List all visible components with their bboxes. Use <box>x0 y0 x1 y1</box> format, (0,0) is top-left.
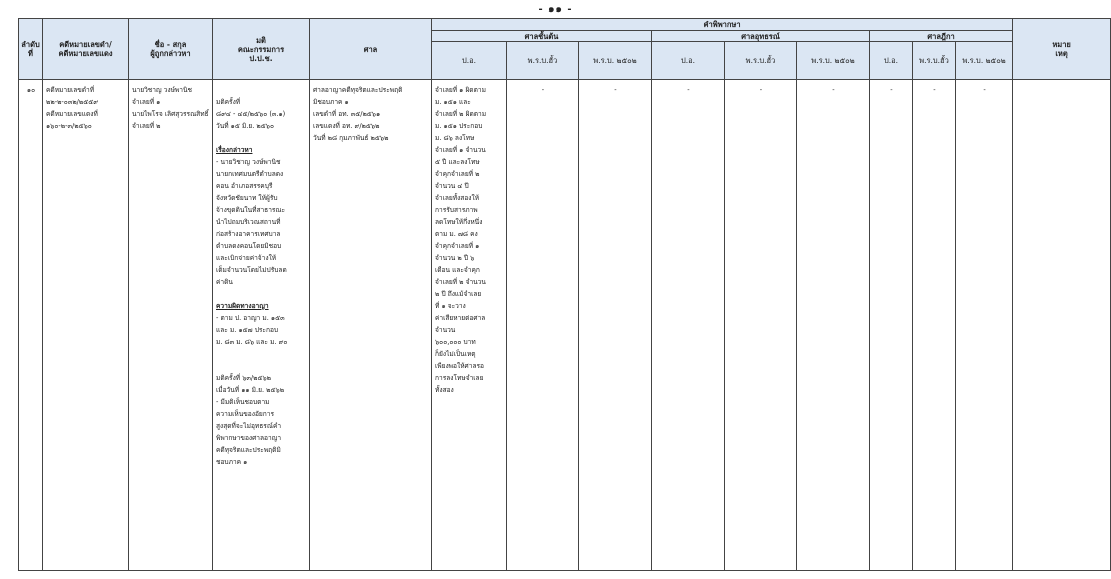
header-no: ลำดับ ที่ <box>19 19 43 80</box>
row-appeal-act: - <box>797 80 870 571</box>
allegation-heading: เรื่องกล่าวหา <box>216 146 253 154</box>
row-supreme-bid: - <box>913 80 956 571</box>
appeal-act-header: พ.ร.บ. ๒๕๐๒ <box>797 42 870 80</box>
header-case-numbers: คดีหมายเลขดำ/ คดีหมายเลขแดง <box>43 19 129 80</box>
table-row <box>19 80 1111 571</box>
row-supreme-pa: - <box>870 80 913 571</box>
row-names: นายวิชาญ วงษ์พานิช จำเลยที่ ๑ นายไพโรจ เลิศสุวรรณสิทธิ์ จำเลยที่ ๒ <box>129 80 213 571</box>
first-bid-header: พ.ร.บ.ฮั้ว <box>507 42 579 80</box>
row-first-bid: - <box>507 80 579 571</box>
header-court: ศาล <box>310 19 432 80</box>
first-pa-header: ป.อ. <box>432 42 507 80</box>
header-appeal: ศาลอุทธรณ์ <box>652 31 870 42</box>
judgment-table <box>18 18 1111 571</box>
supreme-pa-header: ป.อ. <box>870 42 913 80</box>
header-supreme: ศาลฎีกา <box>870 31 1013 42</box>
supreme-bid-header: พ.ร.บ.ฮั้ว <box>913 42 956 80</box>
resolution-intro: มติครั้งที่ ๘๙๔ - ๔๕/๒๕๖๐ (๓.๑) วันที่ ๑๕ มิ.ย. ๒๕๖๐ <box>216 98 286 130</box>
header-remark: หมาย เหตุ <box>1013 19 1111 80</box>
header-judgment: คำพิพากษา <box>432 19 1013 31</box>
first-act-header: พ.ร.บ. ๒๕๐๒ <box>579 42 652 80</box>
offense-heading: ความผิดทางอาญา <box>216 302 269 310</box>
row-appeal-pa: - <box>652 80 725 571</box>
row-case-numbers: คดีหมายเลขดำที่ ๒๒-๒-๐๓๒/๒๕๕๙ คดีหมายเลขแดงที่ ๑๖๐-๒-๓/๒๕๖๐ <box>43 80 129 571</box>
row-court: ศาลอาญาคดีทุจริตและประพฤติ มิชอบภาค ๑ เลขดำที่ อท. ๓๕/๒๕๖๑ เลขแดงที่ อท. ๙/๒๕๖๒ วันที่ ๒๘ กุมภาพันธ์ ๒๕๖๒ <box>310 80 432 571</box>
row-remark <box>1013 80 1111 571</box>
row-no: ๑๐ <box>19 80 43 571</box>
row-resolution <box>213 80 310 571</box>
header-first-instance: ศาลชั้นต้น <box>432 31 652 42</box>
row-appeal-bid: - <box>725 80 797 571</box>
offense-text: - ตาม ป. อาญา ม. ๑๕๓ และ ม. ๑๕๗ ประกอบ ม. ๘๓ ม. ๘๖ และ ม. ๙๐ <box>216 314 288 346</box>
supreme-act-header: พ.ร.บ. ๒๕๐๒ <box>956 42 1013 80</box>
row-first-pa: จำเลยที่ ๑ ผิดตาม ม. ๑๕๑ และ จำเลยที่ ๒ ผิดตาม ม. ๑๕๑ ประกอบ ม. ๘๖ ลงโทษ จำเลยที่ ๑ จำนวน ๕ ปี และลงโทษ จำคุกจำเลยที่ ๒ จำนวน ๔ ปี จำเลยทั้งสองให้ การรับสารภาพ ลดโทษให้กึ่งหนึ่ง ตาม ม. ๗๘ คง จำคุกจำเลยที่ ๑ จำนวน ๒ ปี ๖ เดือน และจำคุก จำเลยที่ ๒ จำนวน ๒ ปี ถึงแม้จำเลย ที่ ๑ จะวาง ค่าเสียหายต่อศาล จำนวน ๖๐๐,๐๐๐ บาท ก็ยังไม่เป็นเหตุ เพียงพอให้ศาลรอ การลงโทษจำเลย ทั้งสอง <box>432 80 507 571</box>
row-supreme-act: - <box>956 80 1013 571</box>
row-first-act: - <box>579 80 652 571</box>
page-number: - ๑๑ - <box>538 4 573 15</box>
header-names: ชื่อ - สกุล ผู้ถูกกล่าวหา <box>129 19 213 80</box>
header-resolution: มติ คณะกรรมการ ป.ป.ช. <box>213 19 310 80</box>
appeal-pa-header: ป.อ. <box>652 42 725 80</box>
appeal-bid-header: พ.ร.บ.ฮั้ว <box>725 42 797 80</box>
resolution-second: มติครั้งที่ ๖๓/๒๕๖๒ เมื่อวันที่ ๑๑ มิ.ย. ๒๕๖๒ - มีมติเห็นชอบตาม ความเห็นของอัยการ สูงสุดที่จะไม่อุทธรณ์คำ พิพากษาของศาลอาญา คดีทุจริตและประพฤติมิ ชอบภาค ๑ <box>216 374 285 466</box>
allegation-text: - นายวิชาญ วงษ์พานิช นายกเทศมนตรีตำบลดง คอน อำเภอสรรคบุรี จังหวัดชัยนาท ให้ผู้รับ จ้างขุดดินในที่สาธารณะ นำไปถมบริเวณสถานที่ ก่อสร้างอาคารเทศบาล ตำบลดงคอนโดยมิชอบ และเบิกจ่ายค่าจ้างให้ เต็มจำนวนโดยไม่ปรับลด ค่าดิน <box>216 158 287 286</box>
